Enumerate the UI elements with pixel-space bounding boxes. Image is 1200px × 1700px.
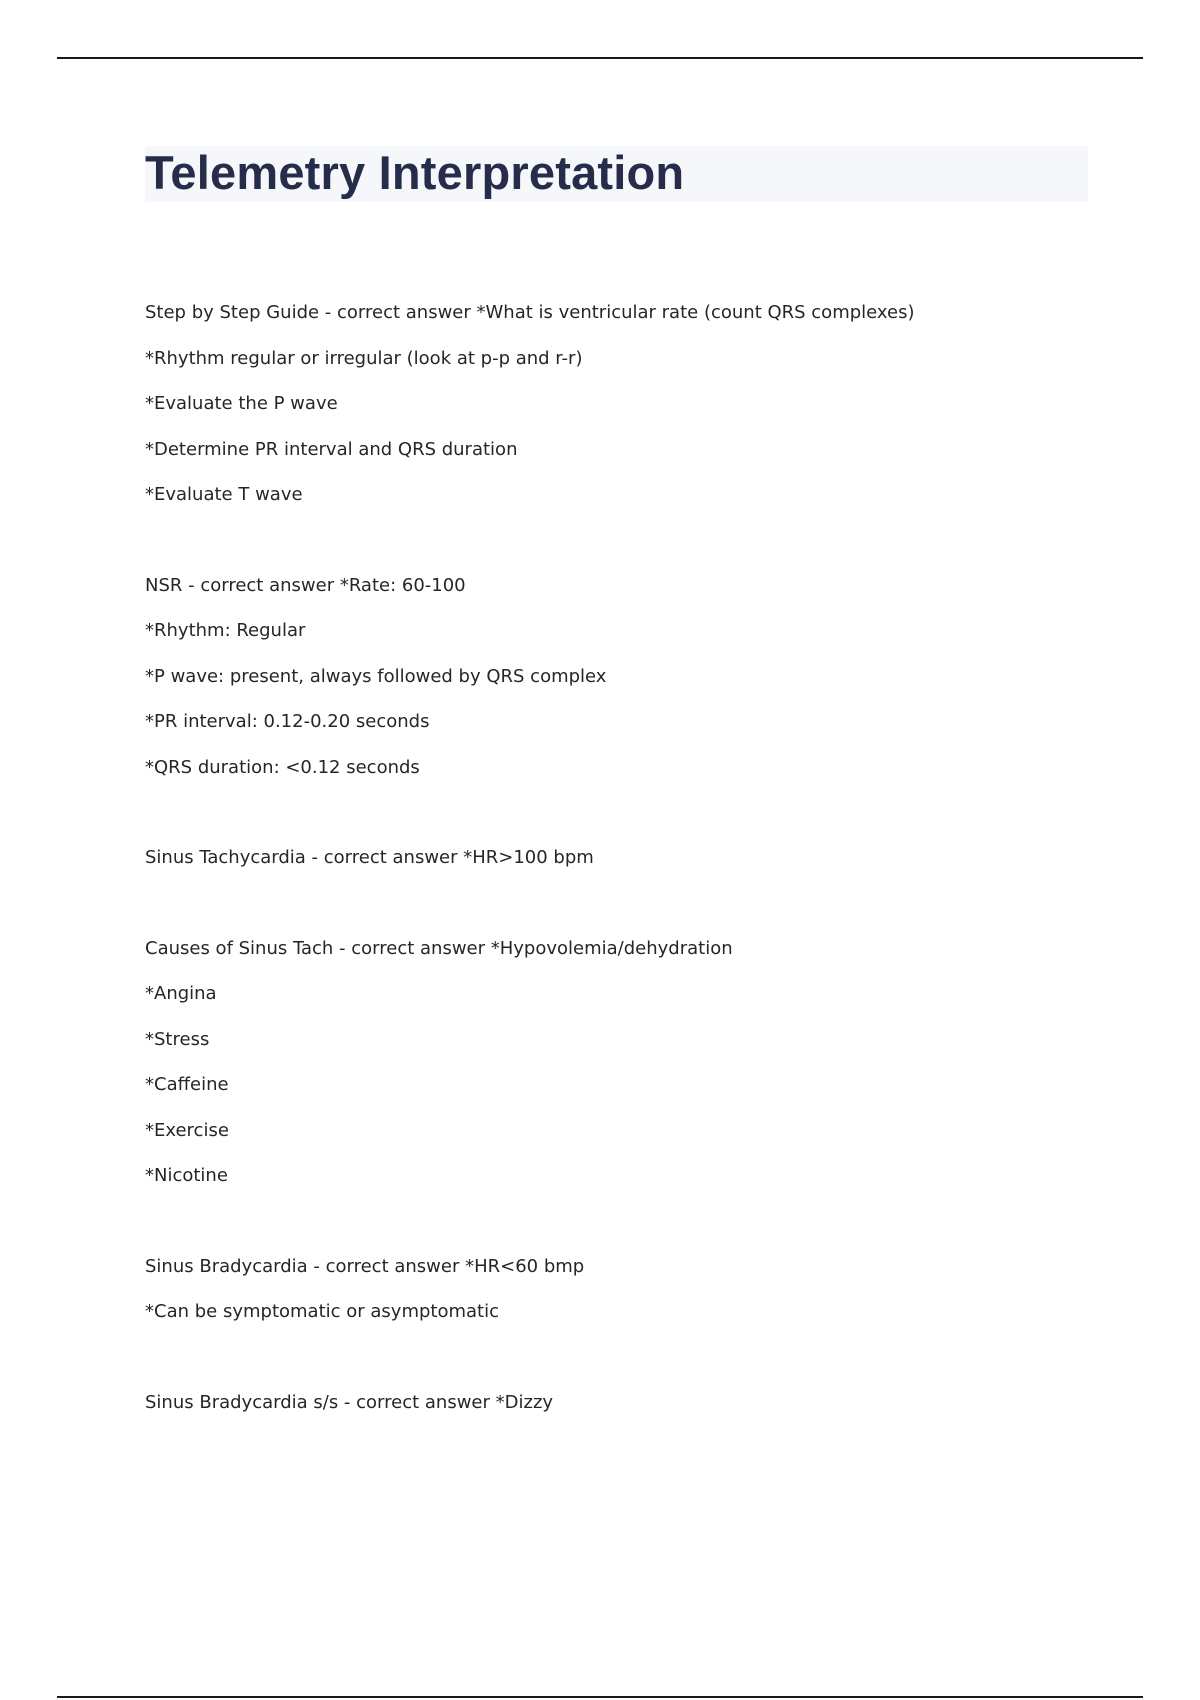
text-line: Step by Step Guide - correct answer *What is ventricular rate (count QRS complexes) xyxy=(145,302,915,323)
text-line: Sinus Tachycardia - correct answer *HR>100 bpm xyxy=(145,847,594,868)
document-title: Telemetry Interpretation xyxy=(145,146,685,199)
text-line: *Exercise xyxy=(145,1119,229,1141)
text-line: NSR - correct answer *Rate: 60-100 xyxy=(145,574,466,596)
footer-rule xyxy=(57,1696,1143,1698)
text-line: Sinus Bradycardia s/s - correct answer *Dizzy xyxy=(145,1391,554,1413)
text-line: Sinus Bradycardia - correct answer *HR<60 bmp xyxy=(145,1255,585,1277)
header-rule xyxy=(57,57,1143,59)
document-body xyxy=(145,290,1105,1470)
text-line: *PR interval: 0.12-0.20 seconds xyxy=(145,711,430,732)
text-line: *Evaluate T wave xyxy=(145,484,303,505)
section-sinus-bradycardia-signs xyxy=(145,1380,1105,1426)
section-nsr xyxy=(145,563,1105,791)
section-step-by-step-guide xyxy=(145,290,1105,518)
text-line: *Can be symptomatic or asymptomatic xyxy=(145,1301,499,1322)
text-line: *QRS duration: <0.12 seconds xyxy=(145,756,420,778)
section-sinus-bradycardia xyxy=(145,1244,1105,1335)
text-line: *Caffeine xyxy=(145,1074,229,1095)
text-line: *Evaluate the P wave xyxy=(145,393,338,414)
text-line: *Rhythm: Regular xyxy=(145,620,306,641)
text-line: *Nicotine xyxy=(145,1165,228,1186)
section-sinus-tachycardia xyxy=(145,835,1105,881)
section-causes-of-sinus-tach xyxy=(145,926,1105,1199)
text-line: Causes of Sinus Tach - correct answer *Hypovolemia/dehydration xyxy=(145,937,733,959)
text-line: *Angina xyxy=(145,983,217,1004)
text-line: *Rhythm regular or irregular (look at p-p and r-r) xyxy=(145,347,583,369)
text-line: *Stress xyxy=(145,1028,210,1050)
text-line: *Determine PR interval and QRS duration xyxy=(145,438,518,460)
text-line: *P wave: present, always followed by QRS complex xyxy=(145,665,607,687)
